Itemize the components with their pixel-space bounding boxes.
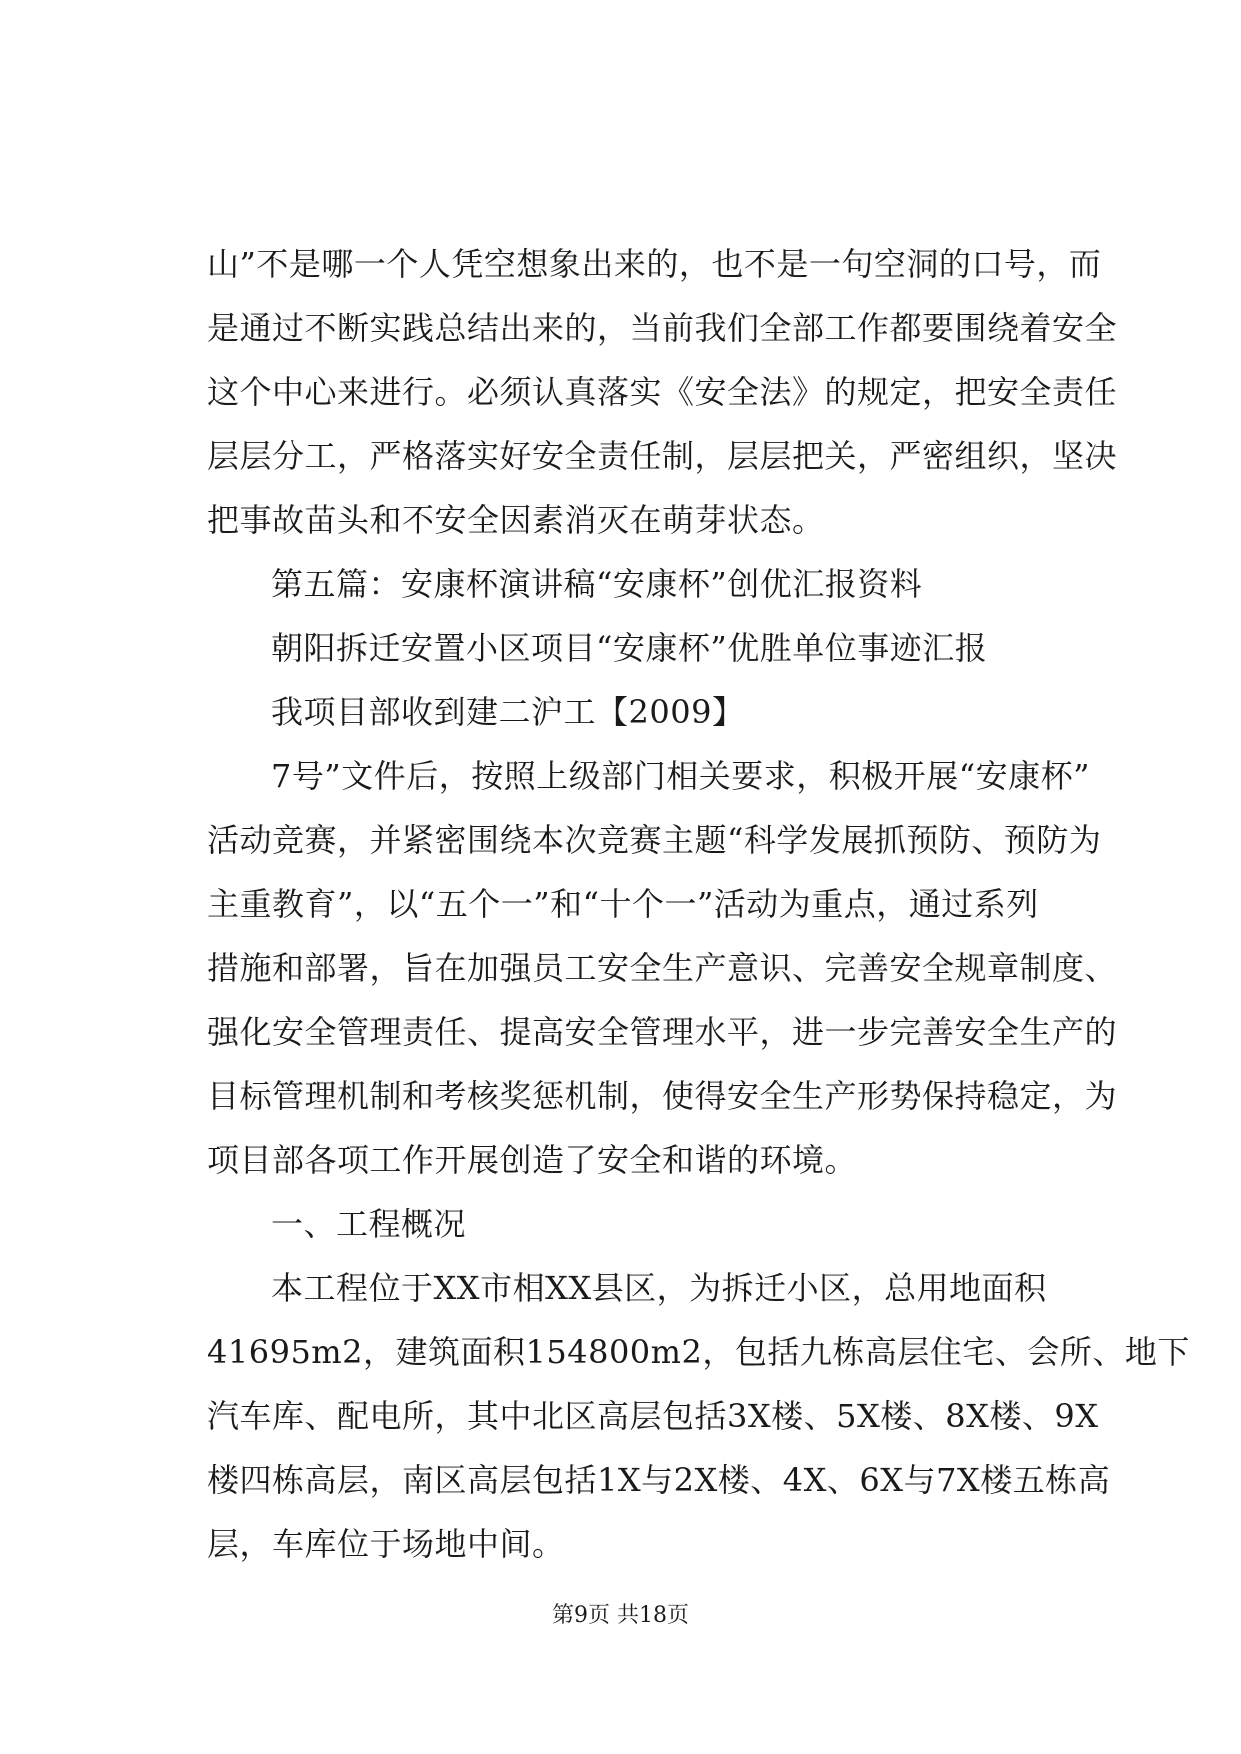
section-heading: 第五篇：安康杯演讲稿“安康杯”创优汇报资料: [271, 565, 923, 603]
text-line: 是通过不断实践总结出来的，当前我们全部工作都要围绕着安全: [207, 309, 1118, 347]
text-line: 活动竞赛，并紧密围绕本次竞赛主题“科学发展抓预防、预防为: [207, 821, 1102, 859]
text-line: 层层分工，严格落实好安全责任制，层层把关，严密组织，坚决: [207, 437, 1118, 475]
text-line: 这个中心来进行。必须认真落实《安全法》的规定，把安全责任: [207, 373, 1118, 411]
text-line: 项目部各项工作开展创造了安全和谐的环境。: [207, 1141, 858, 1179]
text-line: 主重教育”，以“五个一”和“十个一”活动为重点，通过系列: [207, 885, 1039, 923]
report-title: 朝阳拆迁安置小区项目“安康杯”优胜单位事迹汇报: [271, 629, 988, 667]
text-line: 把事故苗头和不安全因素消灭在萌芽状态。: [207, 501, 825, 539]
text-line: 41695m2，建筑面积154800m2，包括九栋高层住宅、会所、地下: [207, 1333, 1190, 1371]
text-line: 我项目部收到建二沪工【2009】: [271, 693, 745, 731]
text-line: 层，车库位于场地中间。: [207, 1525, 565, 1563]
subsection-heading: 一、工程概况: [271, 1205, 467, 1243]
text-line: 强化安全管理责任、提高安全管理水平，进一步完善安全生产的: [207, 1013, 1118, 1051]
text-line: 本工程位于XX市相XX县区，为拆迁小区，总用地面积: [271, 1269, 1047, 1307]
text-line: 汽车库、配电所，其中北区高层包括3X楼、5X楼、8X楼、9X: [207, 1397, 1099, 1435]
document-body: [207, 232, 1190, 1576]
text-line: 山”不是哪一个人凭空想象出来的，也不是一句空洞的口号，而: [207, 245, 1102, 283]
text-line: 目标管理机制和考核奖惩机制，使得安全生产形势保持稳定，为: [207, 1077, 1118, 1115]
text-line: 7号”文件后，按照上级部门相关要求，积极开展“安康杯”: [271, 757, 1090, 795]
text-line: 楼四栋高层，南区高层包括1X与2X楼、4X、6X与7X楼五栋高: [207, 1461, 1111, 1499]
page-number-footer: 第9页 共18页: [552, 1603, 689, 1628]
text-line: 措施和部署，旨在加强员工安全生产意识、完善安全规章制度、: [207, 949, 1118, 987]
